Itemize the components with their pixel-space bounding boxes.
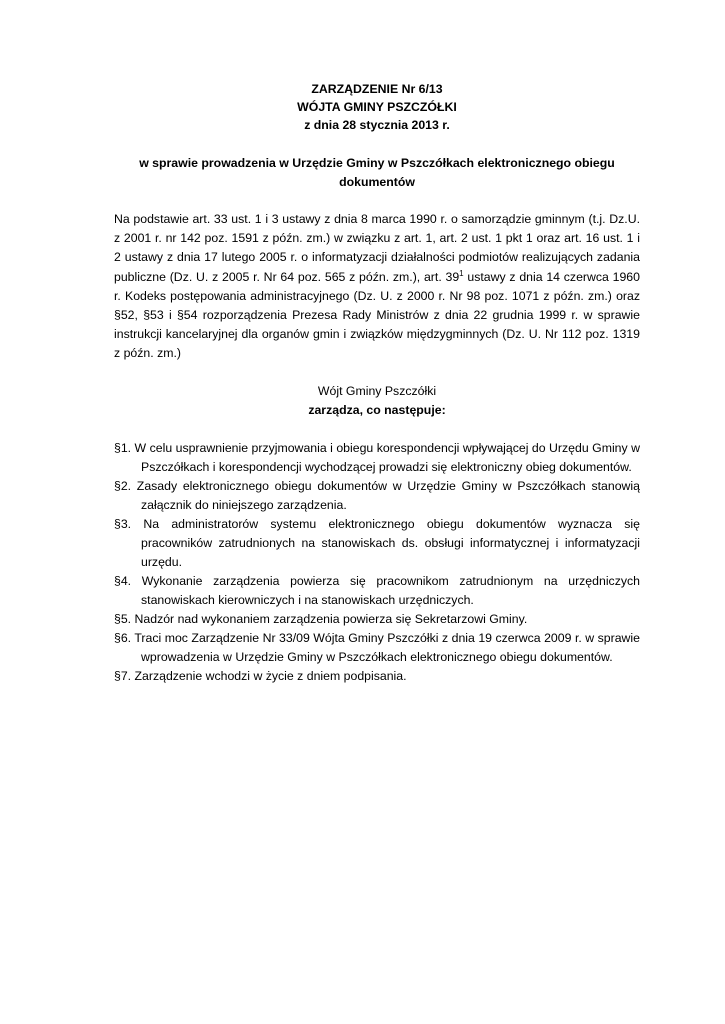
title-line-issuer: WÓJTA GMINY PSZCZÓŁKI bbox=[297, 100, 457, 114]
legal-basis-superscript: 1 bbox=[459, 268, 464, 278]
paragraph-5: §5. Nadzór nad wykonaniem zarządzenia powierza się Sekretarzowi Gminy. bbox=[114, 611, 528, 626]
paragraph-6: §6. Traci moc Zarządzenie Nr 33/09 Wójta Gminy Pszczółki z dnia 19 czerwca 2009 r. w sprawie wprowadzenia w Urzędzie Gminy w Pszczółkach elektronicznego obiegu dokumentów. bbox=[114, 630, 640, 664]
paragraph-3: §3. Na administratorów systemu elektronicznego obiegu dokumentów wyznacza się pracowników zatrudnionych na stanowiskach ds. obsługi informatycznej i informatyzacji urzędu. bbox=[114, 516, 640, 569]
document-page bbox=[114, 80, 640, 686]
paragraph-2: §2. Zasady elektronicznego obiegu dokumentów w Urzędzie Gminy w Pszczółkach stanowią załącznik do niniejszego zarządzenia. bbox=[114, 478, 640, 512]
decree-formula: zarządza, co następuje: bbox=[308, 402, 446, 417]
paragraph-1: §1. W celu usprawnienie przyjmowania i obiegu korespondencji wpływającej do Urzędu Gminy w Pszczółkach i korespondencji wychodzącej prowadzi się elektroniczny obieg dokumentów. bbox=[114, 440, 640, 474]
title-line-decree-number: ZARZĄDZENIE Nr 6/13 bbox=[311, 82, 443, 96]
legal-basis bbox=[114, 210, 640, 364]
legal-basis-text-1: Na podstawie art. 33 ust. 1 i 3 ustawy z dnia 8 marca 1990 r. o samorządzie gminnym (t.j. Dz.U. z 2001 r. nr 142 poz. 1591 z późn. zm.) w związku z art. 1, art. 2 ust. 1 pkt 1 oraz art. 16 ust. 1 i 2 ustawy z dnia 17 lutego 2005 r. o informatyzacji działalności podmiotów realizujących zadania publiczne (Dz. U. z 2005 r. Nr 64 poz. 565 z późn. zm.), art. 39 bbox=[114, 212, 640, 284]
legal-basis-text-2: ustawy z dnia 14 czerwca 1960 r. Kodeks postępowania administracyjnego (Dz. U. z 2000 r. Nr 98 poz. 1071 z późn. zm.) oraz §52, §53 i §54 rozporządzenia Prezesa Rady Ministrów z dnia 22 grudnia 1999 r. w sprawie instrukcji kancelaryjnej dla organów gmin i związków międzygminnych (Dz. U. Nr 112 poz. 1319 z późn. zm.) bbox=[114, 269, 640, 361]
paragraph-7: §7. Zarządzenie wchodzi w życie z dniem podpisania. bbox=[114, 668, 407, 683]
document-subject: w sprawie prowadzenia w Urzędzie Gminy w Pszczółkach elektronicznego obiegu dokumentów bbox=[139, 156, 615, 189]
paragraph-list bbox=[114, 439, 640, 686]
paragraph-4: §4. Wykonanie zarządzenia powierza się pracownikom zatrudnionym na urzędniczych stanowiskach kierowniczych i na stanowiskach urzędniczych. bbox=[114, 573, 640, 607]
issuer-block bbox=[114, 382, 640, 420]
document-title bbox=[114, 80, 640, 134]
issuer-name: Wójt Gminy Pszczółki bbox=[317, 383, 437, 398]
title-line-date: z dnia 28 stycznia 2013 r. bbox=[304, 118, 450, 132]
